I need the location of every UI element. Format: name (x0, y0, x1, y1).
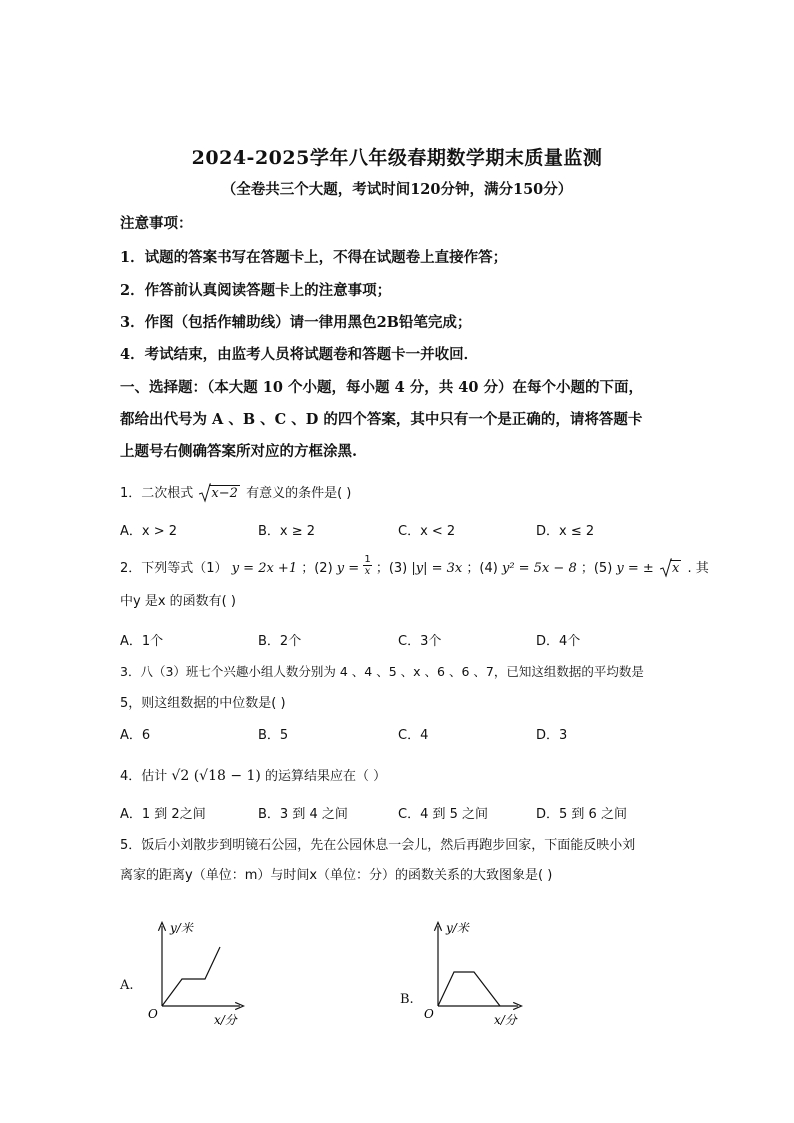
q2-sep: ；(3) (375, 561, 408, 576)
graph-b-curve (438, 972, 500, 1006)
radical-sign-icon (660, 558, 672, 578)
q2-eq3: |y| = 3x (411, 561, 463, 576)
question-5: 5．饭后小刘散步到明镜石公园，先在公园休息一会儿，然后再跑步回家，下面能反映小刘 (120, 838, 636, 853)
notice-item: 3．作图（包括作辅助线）请一律用黑色2B铅笔完成； (120, 314, 472, 331)
q4-suffix: 的运算结果应在（ ） (265, 769, 387, 784)
option-a: A．1 到 2之间 (120, 807, 206, 822)
graph-a (140, 918, 260, 1033)
radicand: x (671, 561, 680, 576)
question-1 (120, 482, 351, 501)
q2-tail: . 其 (687, 561, 709, 576)
q2-sep: ；(4) (466, 561, 498, 576)
option-b: B．2个 (258, 634, 302, 649)
question-1-suffix: 有意义的条件是( ) (246, 486, 352, 501)
question-3-line2: 5，则这组数据的中位数是( ) (120, 696, 286, 711)
option-b: B．3 到 4 之间 (258, 807, 348, 822)
question-2 (120, 554, 709, 577)
origin-label: O (424, 1007, 434, 1021)
question-3: 3．八（3）班七个兴趣小组人数分别为 4 、4 、5 、x 、6 、6 、7，已知这组数据的平均数是 (120, 664, 644, 679)
page-subtitle: （全卷共三个大题，考试时间120分钟，满分150分） (221, 181, 573, 198)
option-b: B．5 (258, 728, 289, 743)
option-d: D．4个 (536, 634, 581, 649)
y-axis-label: y/米 (446, 921, 469, 935)
option-a: A．6 (120, 728, 151, 743)
question-2-line2: 中y 是x 的函数有( ) (120, 594, 236, 609)
radical-expression (660, 561, 681, 576)
q4-prefix: 4．估计 (120, 769, 168, 784)
q2-eq2-lhs: y = (336, 561, 360, 576)
section-instruction: 一、选择题：（本大题 10 个小题，每小题 4 分，共 40 分）在每个小题的下面， (120, 379, 643, 396)
x-axis-label: x/分 (494, 1013, 517, 1027)
q4-expression: √2 (√18 − 1) (171, 768, 261, 784)
q2-eq4: y² = 5x − 8 (501, 561, 577, 576)
notice-item: 1．试题的答案书写在答题卡上，不得在试题卷上直接作答； (120, 249, 508, 266)
option-c: C．3个 (398, 634, 442, 649)
question-1-prefix: 1．二次根式 (120, 486, 194, 501)
q2-eq1: y = 2x +1 (231, 561, 298, 576)
radical-sign-icon (199, 483, 211, 503)
section-instruction: 上题号右侧确答案所对应的方框涂黑. (120, 443, 358, 460)
q2-sep: ；(5) (580, 561, 613, 576)
option-d: D．x ≤ 2 (536, 524, 595, 539)
option-c: C．4 到 5 之间 (398, 807, 489, 822)
option-d: D．3 (536, 728, 568, 743)
radical-expression (199, 486, 240, 501)
fraction-denominator: x (364, 566, 371, 577)
option-c: C．x < 2 (398, 524, 456, 539)
question-4 (120, 765, 386, 784)
page-title: 2024-2025学年八年级春期数学期末质量监测 (191, 147, 603, 169)
option-a: A．x > 2 (120, 524, 178, 539)
origin-label: O (148, 1007, 158, 1021)
q2-eq5-lhs: y = ± (616, 561, 654, 576)
fraction-numerator: 1 (364, 554, 371, 565)
option-d: D．5 到 6 之间 (536, 807, 627, 822)
notice-heading: 注意事项： (120, 215, 193, 232)
notice-item: 2．作答前认真阅读答题卡上的注意事项； (120, 282, 392, 299)
x-axis-label: x/分 (214, 1013, 237, 1027)
option-c: C．4 (398, 728, 429, 743)
graph-a-curve (162, 947, 220, 1006)
fraction (363, 554, 371, 577)
question-5-line2: 离家的距离y（单位：m）与时间x（单位：分）的函数关系的大致图象是( ) (120, 868, 553, 883)
option-a: A．1个 (120, 634, 164, 649)
graph-b (418, 918, 538, 1033)
section-instruction: 都给出代号为 A 、B 、C 、D 的四个答案，其中只有一个是正确的，请将答题卡 (120, 411, 643, 428)
y-axis-label: y/米 (170, 921, 193, 935)
option-b: B．x ≥ 2 (258, 524, 316, 539)
q2-sep: ；(2) (301, 561, 333, 576)
radicand: x−2 (211, 486, 238, 501)
notice-item: 4．考试结束，由监考人员将试题卷和答题卡一并收回． (120, 346, 479, 363)
q2-prefix: 2．下列等式（1） (120, 561, 228, 576)
graph-b-label: B. (400, 992, 414, 1007)
graph-a-label: A. (120, 978, 134, 993)
